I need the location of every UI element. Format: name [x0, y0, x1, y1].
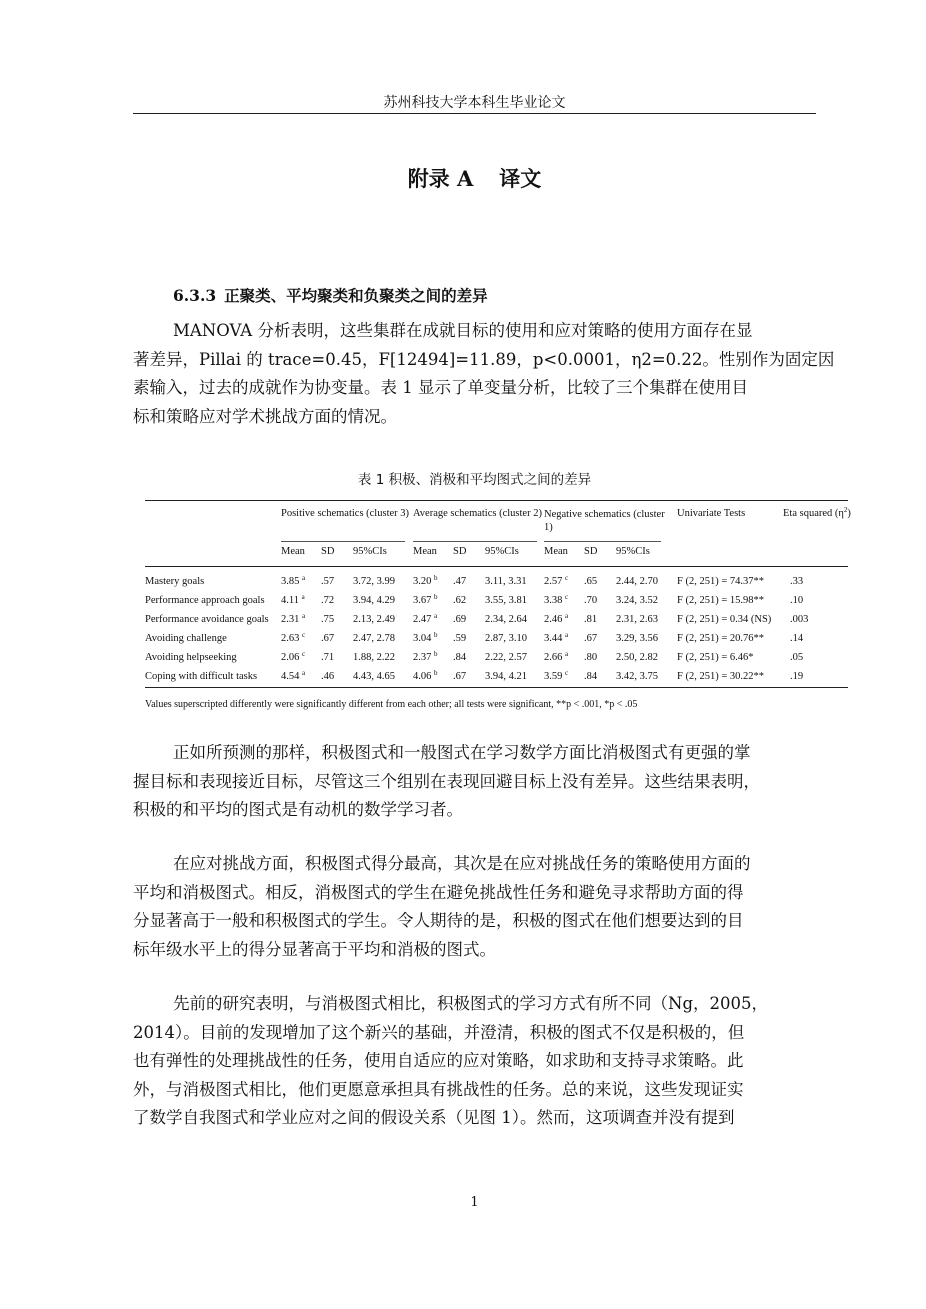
- subheader-ci: 95%CIs: [485, 546, 519, 557]
- cell-ci: 4.43, 4.65: [353, 671, 395, 682]
- paragraph-3: [133, 850, 816, 964]
- paragraph-line: 正如所预测的那样，积极图式和一般图式在学习数学方面比消极图式有更强的掌: [173, 743, 751, 762]
- cell-mean: [281, 576, 305, 587]
- group-rule-cluster3: [281, 541, 405, 542]
- subheader-mean: Mean: [544, 546, 568, 557]
- mean-value: 2.47: [413, 614, 432, 625]
- mean-superscript: a: [565, 631, 569, 639]
- cell-sd: .62: [453, 595, 467, 606]
- mean-superscript: c: [565, 574, 569, 582]
- mean-superscript: c: [302, 631, 306, 639]
- cell-eta: .10: [790, 595, 804, 606]
- cell-ci: 2.13, 2.49: [353, 614, 395, 625]
- group-header-cluster3: Positive schematics (cluster 3): [281, 508, 410, 519]
- cell-ci: 2.44, 2.70: [616, 576, 658, 587]
- cell-sd: .72: [321, 595, 335, 606]
- eta-header-close: ): [847, 508, 851, 519]
- cell-ci: 1.88, 2.22: [353, 652, 395, 663]
- mean-superscript: b: [434, 574, 438, 582]
- cell-eta: .19: [790, 671, 804, 682]
- paragraph-line: 2014）。目前的发现增加了这个新兴的基础，并澄清，积极的图式不仅是积极的，但: [133, 1022, 745, 1042]
- mean-superscript: c: [565, 593, 569, 601]
- mean-value: 2.46: [544, 614, 563, 625]
- section-number: 6.3.3: [173, 286, 217, 305]
- cell-sd: .47: [453, 576, 467, 587]
- cell-mean: [281, 671, 305, 682]
- subheader-sd: SD: [321, 546, 335, 557]
- mean-value: 3.04: [413, 633, 432, 644]
- cell-mean: [544, 595, 568, 606]
- subheader-ci: 95%CIs: [353, 546, 387, 557]
- mean-superscript: b: [434, 650, 438, 658]
- mean-superscript: a: [565, 612, 569, 620]
- univariate-header: Univariate Tests: [677, 508, 746, 519]
- mean-value: 3.20: [413, 576, 432, 587]
- subheader-sd: SD: [453, 546, 467, 557]
- cell-ci: 2.34, 2.64: [485, 614, 527, 625]
- mean-superscript: b: [434, 669, 438, 677]
- cell-mean: [281, 614, 305, 625]
- cell-ci: 3.94, 4.29: [353, 595, 395, 606]
- paragraph-line: 标年级水平上的得分显著高于平均和消极的图式。: [133, 939, 496, 959]
- cell-sd: .84: [584, 671, 598, 682]
- mean-superscript: c: [302, 650, 306, 658]
- row-label: Coping with difficult tasks: [145, 671, 258, 682]
- mean-superscript: a: [302, 612, 306, 620]
- mean-value: 2.06: [281, 652, 300, 663]
- mean-value: 3.85: [281, 576, 300, 587]
- cell-sd: .67: [584, 633, 598, 644]
- cell-mean: [281, 652, 305, 663]
- cell-ci: 2.47, 2.78: [353, 633, 395, 644]
- paragraph-1: [133, 317, 835, 431]
- cell-ci: 3.29, 3.56: [616, 633, 658, 644]
- mean-value: 3.44: [544, 633, 563, 644]
- cell-ci: 2.50, 2.82: [616, 652, 658, 663]
- mean-value: 2.37: [413, 652, 432, 663]
- cell-univariate-test: F (2, 251) = 20.76**: [677, 633, 765, 644]
- cell-ci: 3.55, 3.81: [485, 595, 527, 606]
- cell-ci: 2.22, 2.57: [485, 652, 527, 663]
- paragraph-line: 外，与消极图式相比，他们更愿意承担具有挑战性的任务。总的来说，这些发现证实: [133, 1079, 744, 1099]
- mean-value: 2.63: [281, 633, 300, 644]
- cell-mean: [544, 671, 568, 682]
- cell-mean: [413, 595, 438, 606]
- mean-value: 3.67: [413, 595, 432, 606]
- cell-mean: [413, 614, 437, 625]
- cell-ci: 3.11, 3.31: [485, 576, 527, 587]
- table-bottom-rule: [145, 687, 848, 688]
- cell-eta: .33: [790, 576, 804, 587]
- section-title: 正聚类、平均聚类和负聚类之间的差异: [224, 286, 488, 305]
- paragraph-line: 在应对挑战方面，积极图式得分最高，其次是在应对挑战任务的策略使用方面的: [173, 854, 751, 873]
- cell-eta: .05: [790, 652, 804, 663]
- cell-univariate-test: F (2, 251) = 15.98**: [677, 595, 765, 606]
- cell-sd: .59: [453, 633, 467, 644]
- mean-value: 3.38: [544, 595, 563, 606]
- cell-sd: .81: [584, 614, 598, 625]
- subheader-mean: Mean: [413, 546, 437, 557]
- cell-sd: .57: [321, 576, 335, 587]
- paragraph-line: 也有弹性的处理挑战性的任务，使用自适应的应对策略，如求助和支持寻求策略。此: [133, 1051, 744, 1070]
- mean-value: 4.06: [413, 671, 432, 682]
- cell-ci: 3.94, 4.21: [485, 671, 527, 682]
- eta-header: [783, 508, 851, 519]
- group-header-cluster2: Average schematics (cluster 2): [413, 508, 542, 519]
- group-rule-cluster2: [413, 541, 537, 542]
- mean-value: 4.54: [281, 671, 300, 682]
- running-header: 苏州科技大学本科生毕业论文: [383, 95, 566, 111]
- mean-value: 4.11: [281, 595, 299, 606]
- mean-value: 2.57: [544, 576, 563, 587]
- mean-superscript: b: [434, 593, 438, 601]
- section-heading: [173, 284, 488, 306]
- cell-eta: .003: [790, 614, 809, 625]
- paragraph-line: 积极的和平均的图式是有动机的数学学习者。: [133, 800, 463, 819]
- row-label: Performance avoidance goals: [145, 614, 269, 625]
- cell-univariate-test: F (2, 251) = 30.22**: [677, 671, 765, 682]
- paragraph-line: 平均和消极图式。相反，消极图式的学生在避免挑战性任务和避免寻求帮助方面的得: [133, 882, 744, 902]
- paragraph-line: 握目标和表现接近目标，尽管这三个组别在表现回避目标上没有差异。这些结果表明，: [133, 771, 760, 791]
- paragraph-line: 分显著高于一般和积极图式的学生。令人期待的是，积极的图式在他们想要达到的目: [133, 911, 744, 930]
- cell-sd: .70: [584, 595, 598, 606]
- eta-header-sup: 2: [843, 506, 848, 514]
- eta-header-text: Eta squared (η: [783, 508, 844, 519]
- mean-superscript: a: [302, 669, 306, 677]
- group-rule-cluster1: [544, 541, 661, 542]
- cell-univariate-test: F (2, 251) = 74.37**: [677, 576, 765, 587]
- mean-superscript: a: [434, 612, 438, 620]
- cell-sd: .65: [584, 576, 598, 587]
- mean-superscript: a: [302, 574, 306, 582]
- cell-mean: [544, 614, 568, 625]
- paragraph-line: 了数学自我图式和学业应对之间的假设关系（见图 1）。然而，这项调查并没有提到: [133, 1108, 735, 1127]
- row-label: Mastery goals: [145, 576, 205, 587]
- page-number: 1: [470, 1195, 479, 1210]
- row-label: Avoiding helpseeking: [145, 652, 237, 663]
- mean-value: 3.59: [544, 671, 563, 682]
- cell-sd: .69: [453, 614, 467, 625]
- cell-sd: .46: [321, 671, 335, 682]
- page-title: [133, 163, 816, 193]
- table-note: Values superscripted differently were significantly different from each other; all tests were significant, **p < .001, *p < .05: [145, 699, 638, 710]
- cell-sd: .84: [453, 652, 467, 663]
- subheader-ci: 95%CIs: [616, 546, 650, 557]
- row-label: Avoiding challenge: [145, 633, 227, 644]
- cell-eta: .14: [790, 633, 804, 644]
- paragraph-line: 先前的研究表明，与消极图式相比，积极图式的学习方式有所不同（Ng，2005，: [173, 994, 768, 1013]
- cell-sd: .67: [453, 671, 467, 682]
- paragraph-line: 著差异，Pillai 的 trace=0.45，F[12494]=11.89，p<0.0001，η2=0.22。性别作为固定因: [133, 349, 835, 369]
- title-suffix: 译文: [499, 166, 542, 191]
- cell-ci: 3.42, 3.75: [616, 671, 658, 682]
- cell-univariate-test: F (2, 251) = 0.34 (NS): [677, 614, 772, 625]
- table-header-rule: [145, 566, 848, 567]
- table-top-rule: [145, 500, 848, 501]
- subheader-sd: SD: [584, 546, 598, 557]
- mean-superscript: a: [301, 593, 305, 601]
- group-header-cluster1: Negative schematics (cluster 1): [544, 509, 665, 533]
- paragraph-line: 标和策略应对学术挑战方面的情况。: [133, 406, 397, 426]
- cell-mean: [413, 576, 438, 587]
- mean-value: 2.66: [544, 652, 563, 663]
- row-label: Performance approach goals: [145, 595, 265, 606]
- paragraph-line: 素输入，过去的成就作为协变量。表 1 显示了单变量分析，比较了三个集群在使用目: [133, 378, 748, 397]
- cell-mean: [544, 633, 568, 644]
- cell-mean: [413, 633, 438, 644]
- cell-mean: [281, 595, 305, 606]
- paragraph-2: [133, 739, 816, 825]
- cell-mean: [413, 671, 438, 682]
- cell-mean: [544, 576, 568, 587]
- cell-sd: .67: [321, 633, 335, 644]
- mean-value: 2.31: [281, 614, 300, 625]
- paragraph-line: MANOVA 分析表明，这些集群在成就目标的使用和应对策略的使用方面存在显: [173, 321, 753, 340]
- cell-ci: 2.31, 2.63: [616, 614, 658, 625]
- table-caption: 表 1 积极、消极和平均图式之间的差异: [357, 472, 592, 488]
- header-rule: [133, 113, 816, 114]
- cell-ci: 3.72, 3.99: [353, 576, 395, 587]
- cell-mean: [413, 652, 438, 663]
- cell-univariate-test: F (2, 251) = 6.46*: [677, 652, 754, 663]
- subheader-mean: Mean: [281, 546, 305, 557]
- cell-mean: [544, 652, 568, 663]
- title-prefix: 附录 A: [407, 166, 474, 191]
- mean-superscript: b: [434, 631, 438, 639]
- cell-sd: .80: [584, 652, 598, 663]
- cell-sd: .75: [321, 614, 335, 625]
- cell-ci: 2.87, 3.10: [485, 633, 527, 644]
- cell-mean: [281, 633, 305, 644]
- cell-ci: 3.24, 3.52: [616, 595, 658, 606]
- mean-superscript: a: [565, 650, 569, 658]
- paragraph-4: [133, 990, 816, 1133]
- mean-superscript: c: [565, 669, 569, 677]
- cell-sd: .71: [321, 652, 335, 663]
